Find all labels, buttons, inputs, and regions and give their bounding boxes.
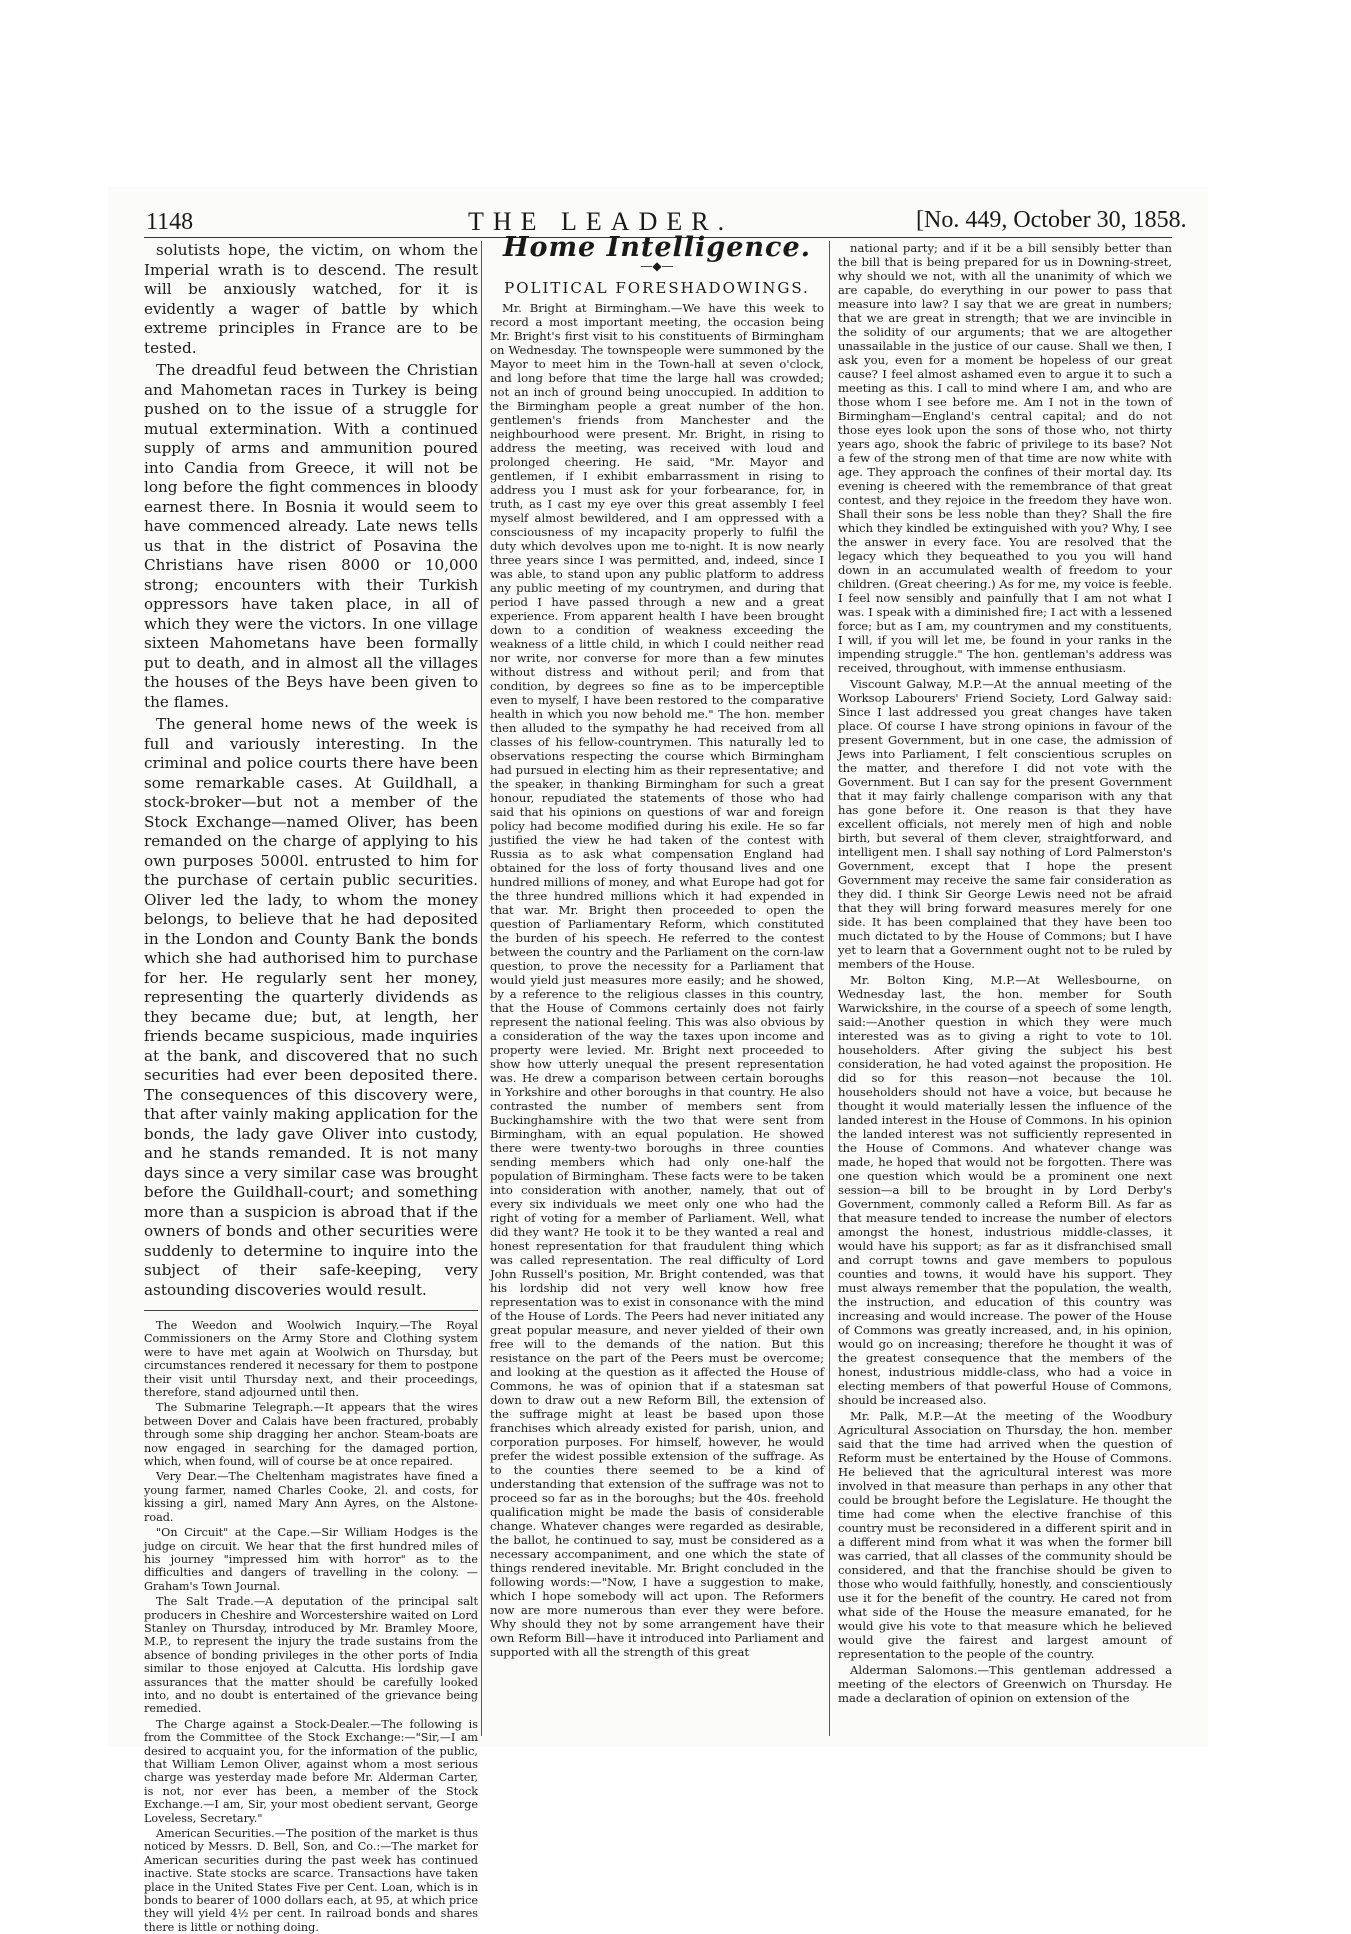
article-paragraph: national party; and if it be a bill sensibly better than the bill that is being prepared for us in Downing-street, why should we not, with all the unanimity of which we are capable, do everything in our power to pass that measure into law? I say that we are great in numbers; that we are great in strength; that we are invincible in the solidity of our arguments; that we are altogether unassailable in the justice of our cause. Shall we then, I ask you, even for a moment be hopeless of our great cause? I feel almost ashamed even to argue it to such a meeting as this. I call to mind where I am, and who are those whom I see before me. Am I not in the town of Birmingham—England's central capital; and do not those eyes look upon the sons of those who, not thirty years ago, shook the fabric of privilege to its base? Not a few of the strong men of that time are now white with age. They approach the confines of their mortal day. Its evening is cheered with the remembrance of that great contest, and they rejoice in the freedom they have won. Shall their sons be less noble than they? Shall the fire which they kindled be extinguished with you? Why, I see the answer in every face. You are resolved that the legacy which they bequeathed to you you will hand down in an accumulated wealth of freedom to your children. (Great cheering.) As for me, my voice is feeble. I feel now sensibly and painfully that I am not what I was. I speak with a diminished fire; I act with a lessened force; but as I am, my countrymen and my constituents, I will, if you will let me, be found in your ranks in the impending struggle." The hon. gentleman's address was received, throughout, with immense enthusiasm.: [838, 241, 1172, 675]
news-note: American Securities.—The position of the market is thus noticed by Messrs. D. Bell, Son, and Co.:—The market for American securities during the past week has continued inactive. State stocks are scarce. Transactions have taken place in the United States Five per Cent. Loan, which is in bonds to bearer of 1000 dollars each, at 95, at which price they will yield 4½ per cent. In railroad bonds and shares there is little or nothing doing.: [144, 1827, 478, 1934]
article-paragraph: Mr. Bolton King, M.P.—At Wellesbourne, on Wednesday last, the hon. member for South Warwickshire, in the course of a speech of some length, said:—Another question in which they were much interested was as to giving a right to vote to 10l. householders. After giving the subject his best consideration, he had voted against the proposition. He did so for this reason—not because the 10l. householders should not have a voice, but because he thought it would materially lessen the influence of the landed interest in the House of Commons. In his opinion the landed interest was not sufficiently represented in the House of Commons. And whatever change was made, he hoped that would not be forgotten. There was one question which would be a prominent one next session—a bill to be brought in by Lord Derby's Government, commonly called a Reform Bill. As far as that measure tended to increase the number of electors amongst the honest, industrious middle-classes, it would have his support; as far as it disfranchised small and corrupt towns and gave members to populous counties and towns, it would have his support. They must always remember that the population, the wealth, the instruction, and education of this country was increasing and would increase. The power of the House of Commons was greatly increased, and, in his opinion, would go on increasing; therefore he thought it was of the greatest consequence that the members of the honest, industrious middle-class, who had a voice in electing members of that powerful House of Commons, should be increased also.: [838, 973, 1172, 1407]
news-notes: [144, 1319, 478, 1934]
masthead: [108, 201, 1208, 236]
news-note: "On Circuit" at the Cape.—Sir William Hodges is the judge on circuit. We hear that the first hundred miles of his journey "impressed him with horror" as to the difficulties and dangers of travelling in the colony. —Graham's Town Journal.: [144, 1526, 478, 1593]
newspaper-page: [108, 187, 1208, 1934]
article-paragraph: The dreadful feud between the Christian and Mahometan races in Turkey is being pushed on to the issue of a struggle for mutual extermination. With a continued supply of arms and ammunition poured into Candia from Greece, it will not be long before the fight commences in bloody earnest there. In Bosnia it would seem to have commenced already. Late news tells us that in the district of Posavina the Christians have risen 8000 or 10,000 strong; encounters with their Turkish oppressors have taken place, in all of which they were the victors. In one village sixteen Mahometans have been formally put to death, and in almost all the villages the houses of the Beys have been given to the flames.: [144, 361, 478, 711]
column-divider: [829, 241, 830, 1736]
article-paragraph: The general home news of the week is full and variously interesting. In the criminal and police courts there have been some remarkable cases. At Guildhall, a stock-broker—but not a member of the Stock Exchange—named Oliver, has been remanded on the charge of applying to his own purposes 5000l. entrusted to him for the purchase of certain public securities. Oliver led the lady, to whom the money belongs, to believe that he had deposited in the London and County Bank the bonds which she had authorised him to purchase for her. He regularly sent her money, representing the quarterly dividends as they became due; but, at length, her friends became suspicious, made inquiries at the bank, and discovered that no such securities had ever been deposited there. The consequences of this discovery were, that after vainly making application for the bonds, the lady gave Oliver into custody, and he stands remanded. It is not many days since a very similar case was brought before the Guildhall-court; and something more than a suspicion is abroad that if the owners of bonds and other securities were suddenly to determine to inquire into the subject of their safe-keeping, very astounding discoveries would result.: [144, 715, 478, 1299]
news-note: Very Dear.—The Cheltenham magistrates have fined a young farmer, named Charles Cooke, 2l. and costs, for kissing a girl, named Mary Ann Ayres, on the Alstone-road.: [144, 1470, 478, 1524]
column-left: [144, 241, 478, 1934]
article-paragraph: Viscount Galway, M.P.—At the annual meeting of the Worksop Labourers' Friend Society, Lord Galway said: Since I last addressed you great changes have taken place. Of course I have strong opinions in favour of the present Government, but in one case, the admission of Jews into Parliament, I felt conscientious scruples on the matter, and therefore I did not vote with the Government. But I can say for the present Government that it may fairly challenge comparison with any that has gone before it. One reason is that they have excellent officials, not merely men of high and noble birth, but several of them clever, straightforward, and intelligent men. I shall say nothing of Lord Palmerston's Government, except that I hope the present Government may receive the same fair consideration as they did. I think Sir George Lewis need not be afraid that they will bring forward measures merely for one side. It has been complained that they have been too much dictated to by the House of Commons; but I have yet to learn that a Government ought not to be ruled by members of the House.: [838, 677, 1172, 971]
section-rule: [144, 1310, 478, 1311]
newspaper-title: THE LEADER.: [468, 207, 734, 236]
column-middle: [490, 232, 824, 1736]
article-paragraph: Alderman Salomons.—This gentleman addressed a meeting of the electors of Greenwich on Thursday. He made a declaration of opinion on extension of the: [838, 1663, 1172, 1705]
page-number: 1148: [146, 209, 194, 235]
ornament-divider: —◆—: [640, 259, 674, 273]
article-paragraph: Mr. Bright at Birmingham.—We have this week to record a most important meeting, the occasion being Mr. Bright's first visit to his constituents of Birmingham on Wednesday. The townspeople were summoned by the Mayor to meet him in the Town-hall at seven o'clock, and long before that time the large hall was crowded; not an inch of ground being unoccupied. In addition to the Birmingham people a great number of the hon. gentlemen's friends from Manchester and the neighbourhood were present. Mr. Bright, in rising to address the meeting, was received with loud and prolonged cheering. He said, "Mr. Mayor and gentlemen, if I exhibit embarrassment in rising to address you I must ask for your forbearance, for, in truth, as I cast my eye over this great assembly I feel myself almost bewildered, and I am oppressed with a consciousness of my incapacity properly to fulfil the duty which devolves upon me to-night. It is now nearly three years since I was permitted, and, indeed, since I was able, to stand upon any public platform to address any public meeting of my countrymen, and during that period I have passed through a new and a great experience. From apparent health I have been brought down to a condition of weakness exceeding the weakness of a little child, in which I could neither read nor write, nor converse for more than a few minutes without distress and without peril; and from that condition, by degrees so fine as to be imperceptible even to myself, I have been restored to the comparative health in which you now behold me." The hon. member then alluded to the sympathy he had received from all classes of his fellow-countrymen. This naturally led to observations respecting the course which Birmingham had pursued in electing him as their representative; and the speaker, in thanking Birmingham for such a great honour, repudiated the statements of those who had said that his opinions on questions of war and foreign policy had become modified during his exile. He so far justified the view he had taken of the contest with Russia as to ask what compensation England had obtained for the loss of forty thousand lives and one hundred millions of money, and what Europe had got for the three hundred millions which it had expended in that war. Mr. Bright then proceeded to open the question of Parliamentary Reform, which constituted the burden of his speech. He referred to the contest between the country and the Parliament on the corn-law question, to prove the necessity for a Parliament that would yield just measures more easily; and he showed, by a reference to the religious classes in this country, that the House of Commons certainly does not fairly represent the national feeling. This was also obvious by a consideration of the way the taxes upon income and property were levied. Mr. Bright next proceeded to show how utterly unequal the present representation was. He drew a comparison between certain boroughs in Yorkshire and other boroughs in that country. He also contrasted the number of members sent from Buckinghamshire with the two that were sent from Birmingham, with an equal population. He showed there were twenty-two boroughs in three counties sending members which had only one-half the population of Birmingham. These facts were to be taken into consideration with another, namely, that out of every six individuals we meet only one who had the right of voting for a member of Parliament. Well, what did they want? He took it to be they wanted a real and honest representation for that fraudulent thing which was called representation. The real difficulty of Lord John Russell's position, Mr. Bright contended, was that his lordship did not very well know how free representation was to exist in consonance with the mind of the House of Lords. The Peers had never initiated any great popular measure, and never yielded of their own free will to the demands of the nation. But this resistance on the part of the Peers must be overcome; and looking at the question as it affected the House of Commons, he was of opinion that if a statesman sat down to draw out a new Reform Bill, the extension of the suffrage might at least be based upon those franchises which already existed for parish, union, and corporation purposes. For himself, however, he would prefer the widest possible extension of the suffrage. As to the counties there seemed to be a kind of understanding that extension of the suffrage was not to proceed so far as in the boroughs; but the 40s. freehold qualification might be made the basis of considerable change. Whatever changes were regarded as desirable, the ballot, he continued to say, must be considered as a necessary accompaniment, and one which the state of things rendered inevitable. Mr. Bright concluded in the following words:—"Now, I have a suggestion to make, which I hope somebody will act upon. The Reformers now are more numerous than ever they were before. Why should they not by some arrangement have their own Reform Bill—have it introduced into Parliament and supported with all the strength of this great: [490, 301, 824, 1659]
article-paragraph: Mr. Palk, M.P.—At the meeting of the Woodbury Agricultural Association on Thursday, the hon. member said that the time had arrived when the question of Reform must be entertained by the House of Commons. He believed that the agricultural interest was more involved in that measure than perhaps in any other that could be brought before the Legislature. He thought the time had come when the elective franchise of this country must be reconsidered in a different spirit and in a different mind from what it was when the former bill was carried, that all classes of the community should be considered, and that the franchise should be given to those who would faithfully, honestly, and conscientiously use it for the benefit of the country. He cared not from what side of the House the measure emanated, for he would give his vote to that measure which he believed would give the fairest and largest amount of representation to the people of the country.: [838, 1409, 1172, 1661]
issue-line: [No. 449, October 30, 1858.: [916, 207, 1187, 233]
column-divider: [481, 241, 482, 1736]
news-note: The Salt Trade.—A deputation of the principal salt producers in Cheshire and Worcestershire waited on Lord Stanley on Thursday, introduced by Mr. Bramley Moore, M.P., to represent the injury the trade sustains from the absence of bonding privileges in the other ports of India similar to those enjoyed at Calcutta. His lordship gave assurances that the matter should be carefully looked into, and no doubt is entertained of the grievance being remedied.: [144, 1595, 478, 1716]
leader-text: [144, 241, 478, 1300]
news-note: The Submarine Telegraph.—It appears that the wires between Dover and Calais have been fractured, probably through some ship dragging her anchor. Steam-boats are now engaged in searching for the damaged portion, which, when found, will of course be at once repaired.: [144, 1401, 478, 1469]
article-heading: POLITICAL FORESHADOWINGS.: [504, 279, 810, 297]
column-right: [838, 241, 1172, 1736]
news-note: The Charge against a Stock-Dealer.—The following is from the Committee of the Stock Exchange:—"Sir,—I am desired to acquaint you, for the information of the public, that William Lemon Oliver, against whom a most serious charge was yesterday made before Mr. Alderman Carter, is not, nor ever has been, a member of the Stock Exchange.—I am, Sir, your most obedient servant, George Loveless, Secretary.": [144, 1717, 478, 1825]
news-note: The Weedon and Woolwich Inquiry.—The Royal Commissioners on the Army Store and Clothing system were to have met again at Woolwich on Thursday, but circumstances rendered it necessary for them to postpone their visit until Thursday next, and their proceedings, therefore, stand adjourned until then.: [144, 1319, 478, 1400]
article-paragraph: solutists hope, the victim, on whom the Imperial wrath is to descend. The result will be anxiously watched, for it is evidently a wager of battle by which extreme principles in France are to be tested.: [144, 241, 478, 357]
section-title: Home Intelligence.: [502, 232, 812, 263]
